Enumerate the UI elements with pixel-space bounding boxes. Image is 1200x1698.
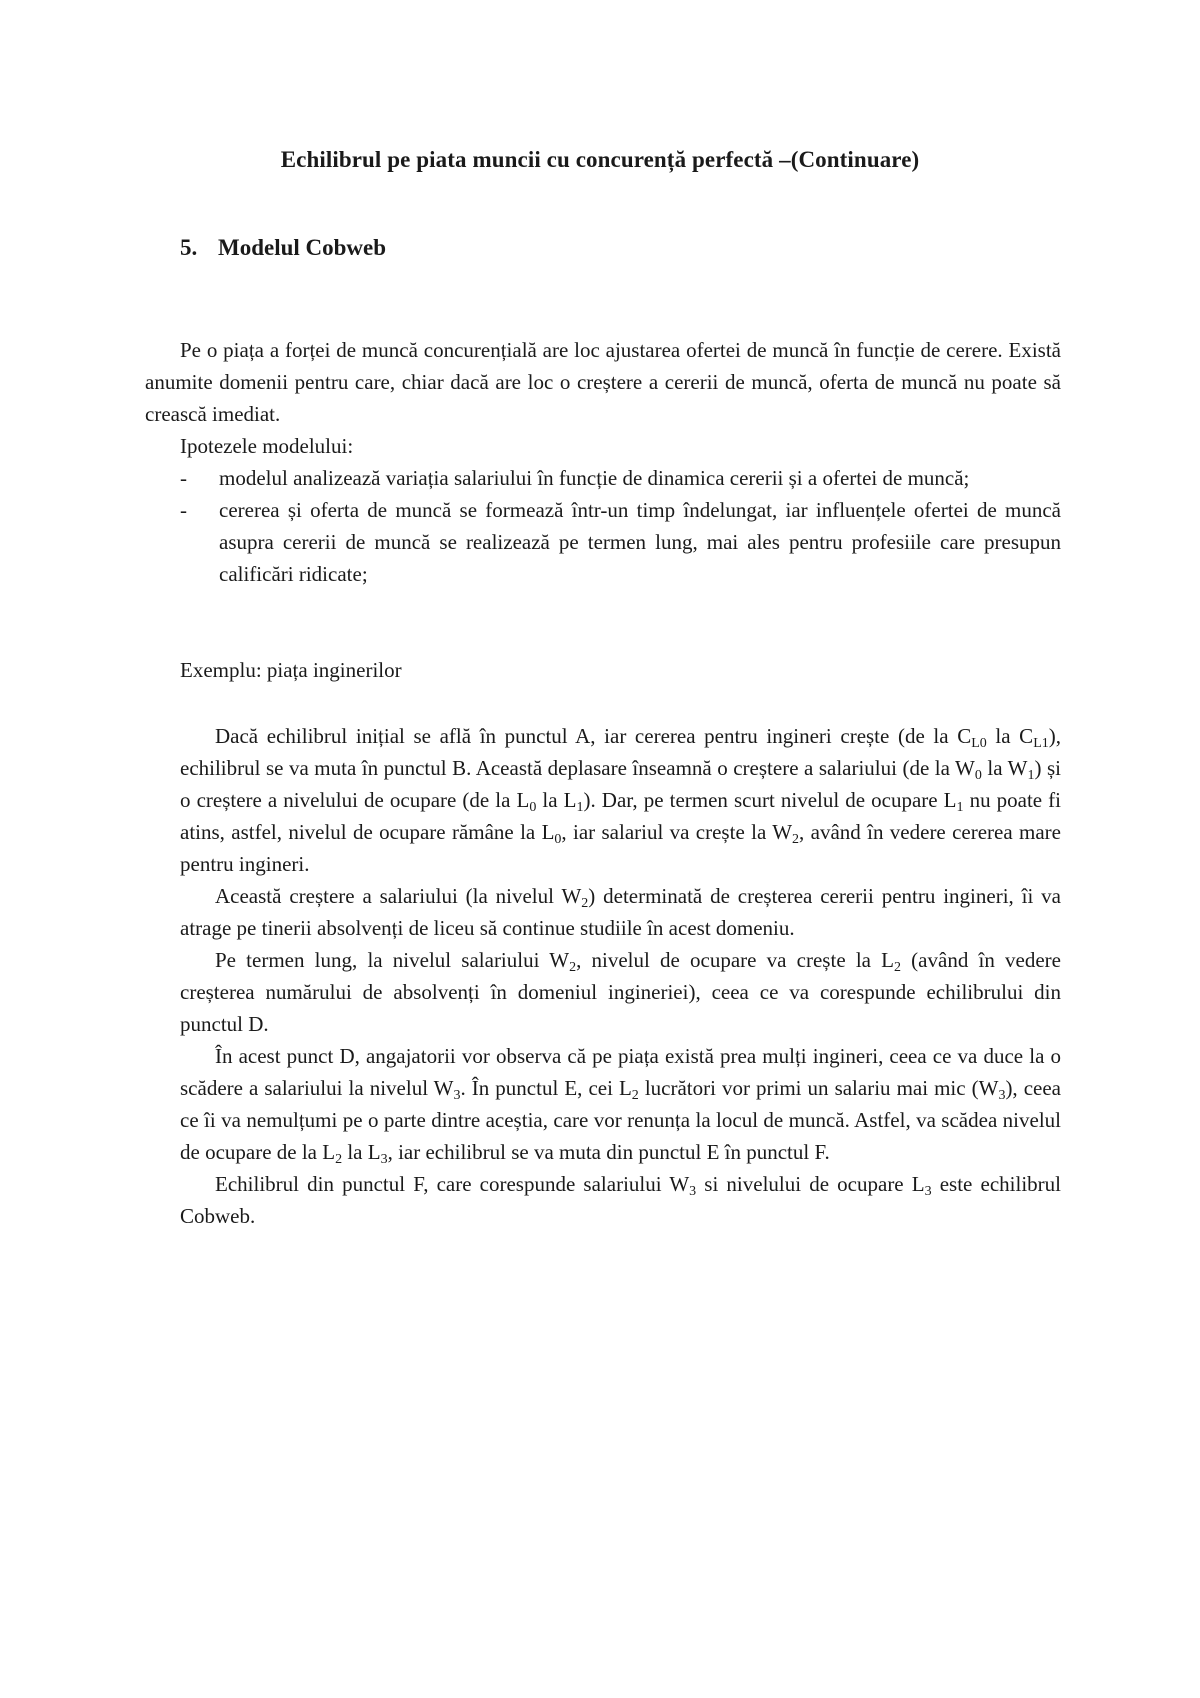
hypothesis-text: modelul analizează variația salariului în funcție de dinamica cererii și a ofertei de muncă; [219, 466, 970, 490]
dash-bullet-icon: - [180, 498, 187, 522]
intro-paragraph: Pe o piața a forței de muncă concurențială are loc ajustarea ofertei de muncă în funcție de cerere. Există anumite domenii pentru care, chiar dacă are loc o creștere a cererii de muncă, oferta de muncă nu poate să crească imediat. [145, 338, 1061, 426]
list-item [180, 462, 1061, 494]
paragraph-2: Această creștere a salariului (la nivelul $W_2$) determinată de creșterea cererii pentru ingineri, îi va atrage pe tinerii absolvenți de liceu să continue studiile în acest domeniu. [180, 884, 1061, 940]
section-heading [180, 235, 386, 261]
intro-block [145, 334, 1061, 590]
section-number: 5. [180, 235, 198, 260]
example-label: Exemplu: piața inginerilor [180, 658, 402, 682]
paragraph-1: Dacă echilibrul inițial se află în punctul A, iar cererea pentru ingineri crește (de la $C_{L0}$ la $C_{L1}$), echilibrul se va muta în punctul B. Această deplasare înseamnă o creștere a salariului (de la $W_0$ la $W_1$) și o creștere a nivelului de ocupare (de la $L_0$ la $L_1$). Dar, pe termen scurt nivelul de ocupare $L_1$ nu poate fi atins, astfel, nivelul de ocupare rămâne la $L_0$, iar salariul va crește la $W_2$, având în vedere cererea mare pentru ingineri. [180, 724, 1061, 876]
paragraph-3: Pe termen lung, la nivelul salariului $W_2$, nivelul de ocupare va crește la $L_2$ (având în vedere creșterea numărului de absolvenți în domeniul ingineriei), ceea ce va corespunde echilibrului din punctul D. [180, 948, 1061, 1036]
section-heading-text: Modelul Cobweb [218, 235, 387, 260]
list-item [180, 494, 1061, 590]
hypothesis-text: cererea și oferta de muncă se formează într-un timp îndelungat, iar influențele ofertei de muncă asupra cererii de muncă se realizează pe termen lung, mai ales pentru profesiile care presupun calificări ridicate; [219, 498, 1061, 586]
body-block [180, 720, 1061, 1232]
hypotheses-title: Ipotezele modelului: [180, 434, 354, 458]
dash-bullet-icon: - [180, 466, 187, 490]
hypotheses-list [145, 462, 1061, 590]
paragraph-5: Echilibrul din punctul F, care corespunde salariului $W_3$ si nivelului de ocupare $L_3$ este echilibrul Cobweb. [180, 1172, 1061, 1228]
paragraph-4: În acest punct D, angajatorii vor observa că pe piața există prea mulți ingineri, ceea ce va duce la o scădere a salariului la nivelul $W_3$. În punctul E, cei $L_2$ lucrători vor primi un salariu mai mic $(W_3)$, ceea ce îi va nemulțumi pe o parte dintre aceștia, care vor renunța la locul de muncă. Astfel, va scădea nivelul de ocupare de la $L_2$ la $L_3$, iar echilibrul se va muta din punctul E în punctul F. [180, 1044, 1061, 1167]
document-title: Echilibrul pe piata muncii cu concurență perfectă –(Continuare) [280, 147, 920, 172]
